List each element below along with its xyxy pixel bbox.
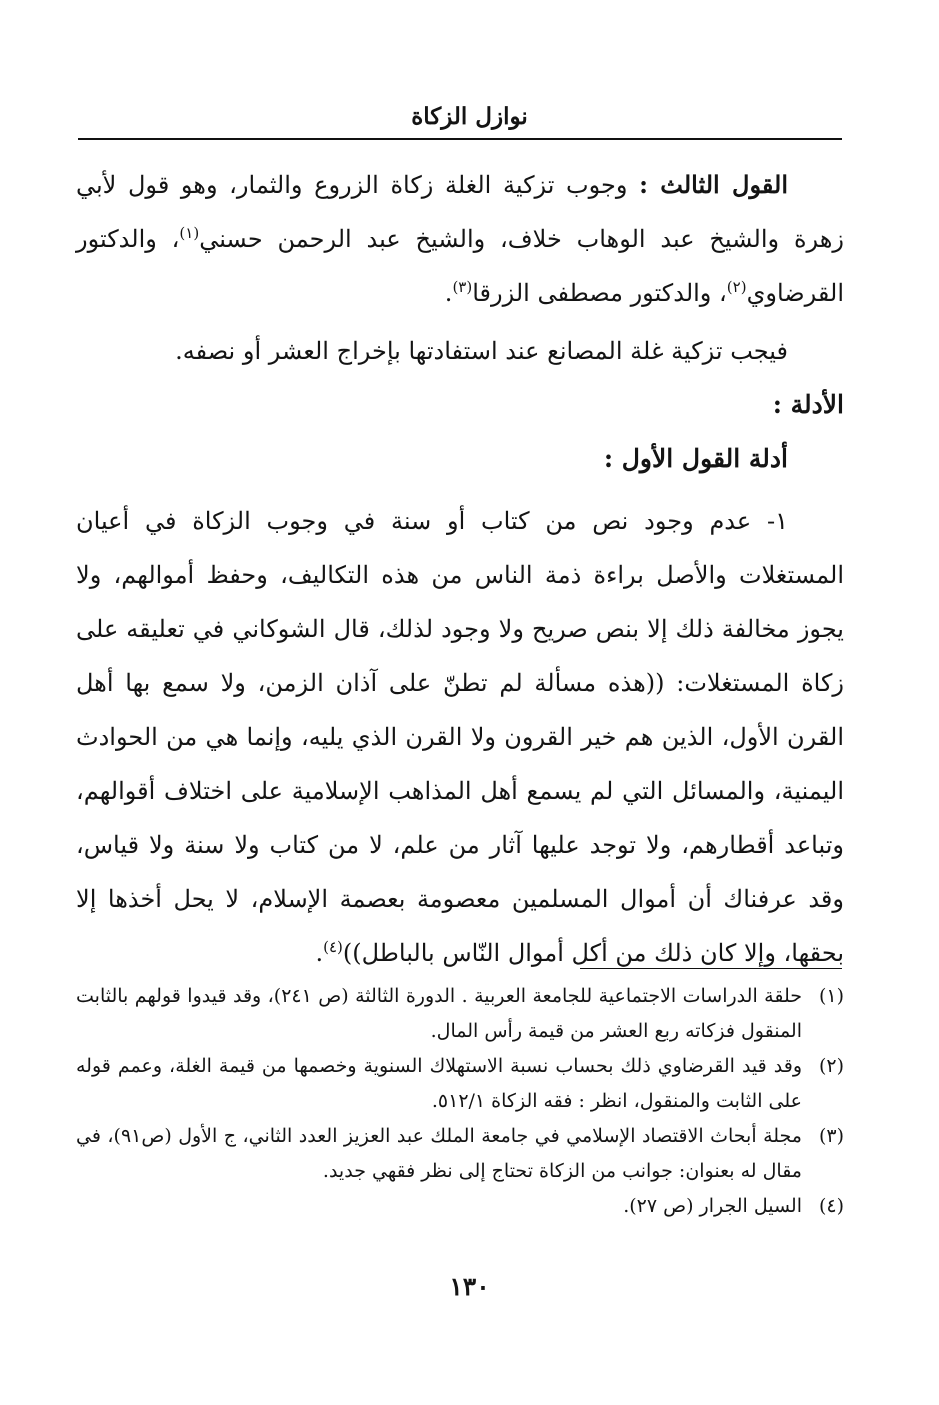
footnote-ref-4[interactable]: (٤) [323,938,343,956]
header-rule [78,138,842,140]
third-opinion-label: القول الثالث : [639,170,788,199]
point-1-paragraph [76,494,844,980]
footnote-text: مجلة أبحاث الاقتصاد الإسلامي في جامعة الملك عبد العزيز العدد الثاني، ج الأول (ص٩١)، في مقال له بعنوان: جوانب من الزكاة تحتاج إلى نظر فقهي جديد. [76,1125,802,1182]
third-opinion-end: ، والدكتور مصطفى الزرقا [472,279,727,307]
footnote-ref-2[interactable]: (٢) [726,278,747,296]
running-head: نوازل الزكاة [411,103,528,130]
footnotes [76,979,844,1224]
footnote-text: وقد قيد القرضاوي ذلك بحساب نسبة الاستهلاك السنوية وخصمها من قيمة الغلة، وعمم قوله على الثابت والمنقول، انظر : فقه الزكاة ٥١٢/١. [76,1055,802,1112]
third-opinion-paragraph [76,158,844,320]
footnote-text: السيل الجرار (ص ٢٧). [623,1195,802,1217]
footnote-separator [580,968,842,969]
footnote-text: حلقة الدراسات الاجتماعية للجامعة العربية . الدورة الثالثة (ص ٢٤١)، وقد قيدوا قولهم بالثابت المنقول فزكاته ربع العشر من قيمة رأس المال. [76,985,802,1042]
third-opinion-close: . [444,279,453,307]
footnote-number: (٢) [818,1055,844,1077]
footnote-number: (١) [818,985,844,1007]
footnote-2 [76,1049,844,1119]
evidence-heading: الأدلة : [772,390,844,419]
page-number: ١٣٠ [449,1272,490,1301]
point-1-close: . [315,939,324,967]
third-opinion-text: وجوب تزكية الغلة زكاة الزروع والثمار، وهو قول لأبي زهرة والشيخ عبد الوهاب خلاف، والشيخ عبد الرحمن حسني [76,171,845,253]
footnote-ref-1[interactable]: (١) [179,224,200,242]
footnote-3 [76,1119,844,1189]
footnote-ref-3[interactable]: (٣) [452,278,473,296]
conclusion-paragraph: فيجب تزكية غلة المصانع عند استفادتها بإخراج العشر أو نصفه. [175,337,788,365]
footnote-4 [76,1189,844,1224]
point-1-text: ١- عدم وجود نص من كتاب أو سنة في وجوب الزكاة في أعيان المستغلات والأصل براءة ذمة الناس من هذه التكاليف، وحفظ أموالهم، ولا يجوز مخالفة ذلك إلا بنص صريح ولا وجود لذلك، قال الشوكاني في تعليقه على زكاة المستغلات: ((هذه مسألة لم تطنّ على آذان الزمن، ولا سمع بها أهل القرن الأول، الذين هم خير القرون ولا القرن الذي يليه، وإنما هي من الحوادث اليمنية، والمسائل التي لم يسمع أهل المذاهب الإسلامية على اختلاف أقوالهم، وتباعد أقطارهم، ولا توجد عليها آثار من علم، لا من كتاب ولا سنة ولا قياس، وقد عرفناك أن أموال المسلمين معصومة بعصمة الإسلام، لا يحل أخذها إلا بحقها، وإلا كان ذلك من أكل أموال النّاس بالباطل)) [76,507,844,967]
footnote-number: (٣) [818,1125,844,1147]
main-text [76,158,844,980]
footnote-number: (٤) [818,1195,844,1217]
third-opinion-mid: ، والدكتور القرضاوي [76,225,844,307]
first-opinion-heading: أدلة القول الأول : [603,444,788,473]
footnote-1 [76,979,844,1049]
